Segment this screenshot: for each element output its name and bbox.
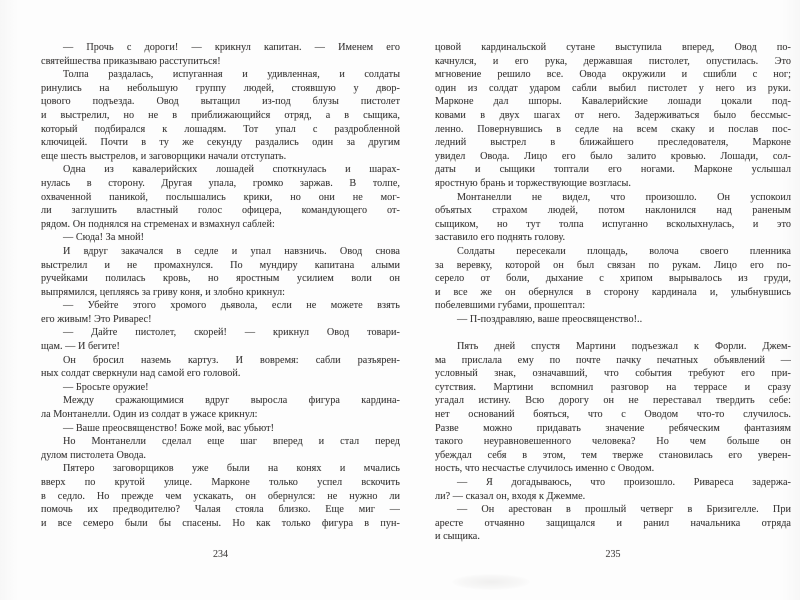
text-line: который подбирался к лошадям. Тот упал с раздробленной [41, 123, 400, 135]
text-line: выстрелил и не промахнулся. По мундиру капитана алыми [41, 259, 400, 271]
text-line: помочь их предводителю? Чалая стояла близко. Еще миг — [41, 504, 400, 516]
text-line: в седло. Но прежде чем ускакать, он обернулся: не нужно ли [41, 490, 400, 502]
text-line: И вдруг закачался в седле и упал навзничь. Овод снова [63, 245, 400, 257]
blank-line [435, 326, 791, 340]
text-line: нет оснований бояться, что с Оводом что-то случилось. [435, 409, 791, 421]
text-line: его живым! Это Риварес! [41, 313, 152, 325]
text-line: Пять дней спустя Мартини подъезжал к Форли. Джем- [457, 341, 791, 353]
text-line: ручейками полилась кровь, но яростным усилием воли он [41, 273, 400, 285]
page-left [41, 41, 400, 560]
text-line: угадал истину. Всю дорогу он не переставал твердить себе: [435, 395, 791, 407]
text-line: — Дайте пистолет, скорей! — крикнул Овод товари- [63, 327, 400, 339]
text-line: охваченной паникой, послышались крики, но они не мог- [41, 191, 400, 203]
text-line: Но Монтанелли сделал еще шаг вперед и стал перед [63, 436, 400, 448]
text-line: ла Монтанелли. Один из солдат в ужасе крикнул: [41, 409, 258, 421]
text-line: Солдаты пересекали площадь, волоча своего пленника [457, 245, 791, 257]
text-line: и сыщика. [435, 531, 480, 543]
text-line: сыщиком, но тут толпа испуганно всколыхнулась, и это [435, 218, 791, 230]
page-left-number: 234 [213, 549, 228, 560]
text-line: дулом пистолета Овода. [41, 449, 147, 461]
text-line: ных солдат сверкнули над самой его головой. [41, 368, 241, 380]
text-line: яростную брань и торжествующие возгласы. [435, 177, 631, 189]
text-line: увидел Овода. Лицо его было залито кровью. Лошади, сол- [435, 150, 791, 162]
text-line: ность, что несчастье случилось именно с Оводом. [435, 463, 655, 475]
text-line: качнулся, и его рука, державшая пистолет, опустилась. Это [435, 55, 791, 67]
text-line: мгновение решило все. Овода окружили и сшибли с ног; [435, 69, 791, 81]
text-line: — П-поздравляю, ваше преосвященство!.. [457, 313, 643, 325]
text-line: Он бросил наземь картуз. И вовремя: сабли разъярен- [63, 354, 400, 366]
text-line: — Я догадываюсь, что произошло. Ривареса задержа- [457, 477, 791, 488]
text-line: и все же он обернулся в сторону кардинала и, улыбнувшись [435, 286, 791, 298]
text-line: — Сюда! За мной! [63, 232, 145, 244]
page-right [435, 41, 791, 560]
page-right-number: 235 [605, 549, 621, 560]
text-line: щам. — И бегите! [41, 341, 120, 353]
text-line: ринулись на небольшую группу людей, стоявшую у двор- [41, 82, 400, 94]
text-line: — Он арестован в прошлый четверг в Бризигелле. При [457, 504, 791, 516]
text-line: еще шесть выстрелов, и заговорщики начали отступать. [41, 150, 287, 162]
text-line: цовой кардинальской сутане выступила вперед, Овод по- [435, 42, 791, 53]
text-line: ключицей. Почти в ту же секунду раздались один за другим [41, 137, 400, 149]
text-line: ли? — сказал он, входя к Джемме. [435, 490, 586, 502]
text-line: один из солдат ударом сабли выбил пистолет у него из руки. [435, 82, 791, 94]
text-line: Разве можно придавать значение ребяческим фантазиям [435, 422, 791, 434]
text-line: Монтанелли не видел, что произошло. Он успокоил [457, 191, 791, 203]
text-line: вверх по крутой улице. Марконе только успел вскочить [41, 477, 400, 488]
text-line: даты и сыщики топтали его ногами. Марконе услышал [435, 164, 791, 176]
text-line: Между сражающимися вдруг выросла фигура кардина- [63, 395, 400, 407]
text-line: за веревку, которой он был связан по рукам. Лицо его по- [435, 259, 791, 271]
text-line: Толпа раздалась, испуганная и удивленная, и солдаты [63, 69, 400, 81]
text-line: рядом. Он поднялся на стременах и взмахнул саблей: [41, 218, 275, 230]
page-left-text [41, 41, 400, 530]
scan-smudge [452, 574, 530, 590]
text-line: — Убейте этого хромого дьявола, если не можете взять [63, 300, 400, 312]
text-line: ли заглушить властный голос офицера, командующего от- [41, 205, 400, 217]
text-line: — Ваше преосвященство! Боже мой, вас убьют! [63, 422, 275, 434]
text-line: сутствия. Мартини вспомнил разговор на террасе и сразу [435, 381, 791, 393]
text-line: объятых страхом людей, потом наклонился над раненым [435, 205, 791, 217]
text-line: Марконе дал шпоры. Кавалерийские лошади цокали под- [435, 96, 791, 108]
text-line: — Прочь с дороги! — крикнул капитан. — Именем его [63, 42, 400, 53]
text-line: Пятеро заговорщиков уже были на конях и мчались [63, 463, 400, 475]
text-line: такого неуравновешенного человека? Но чем больше он [435, 436, 791, 448]
text-line: нулась в сторону. Другая упала, громко заржав. В толпе, [41, 177, 400, 189]
text-line: ма прислала ему по почте пачку печатных объявлений — [435, 354, 791, 366]
text-line: Одна из кавалерийских лошадей споткнулась и шарах- [63, 164, 400, 176]
text-line: ленно. Повернувшись в седле на всем скаку и послав пос- [435, 123, 791, 135]
text-line: ковами в двух шагах от него. Задерживаться было бессмыс- [435, 109, 791, 121]
text-line: заставило его поднять голову. [435, 232, 566, 244]
text-line: аресте отчаянно защищался и ранил начальника отряда [435, 517, 791, 529]
text-line: и выстрелил, но не в приближающийся отряд, а в сыщика, [41, 109, 400, 121]
text-line: и все семеро были бы спасены. Но как только фигура в пун- [41, 517, 400, 529]
text-line: побелевшими губами, прошептал: [435, 300, 586, 312]
text-line: — Бросьте оружие! [63, 381, 149, 393]
text-line: убеждал себя в этом, тем тверже становилась его уверен- [435, 449, 791, 461]
page-right-text [435, 41, 791, 544]
text-line: условный знак, означавший, что события требуют его при- [435, 368, 791, 380]
text-line: выпрямился, цепляясь за гриву коня, и злобно крикнул: [41, 286, 286, 298]
text-line: серело от боли, дыхание с хрипом вырывалось из груди, [435, 273, 791, 285]
text-line: святейшества приказываю расступиться! [41, 55, 221, 67]
text-line: ледний выстрел в ближайшего преследователя, Марконе [435, 137, 791, 149]
text-line: цового подъезда. Овод вытащил из-под блузы пистолет [41, 96, 400, 108]
